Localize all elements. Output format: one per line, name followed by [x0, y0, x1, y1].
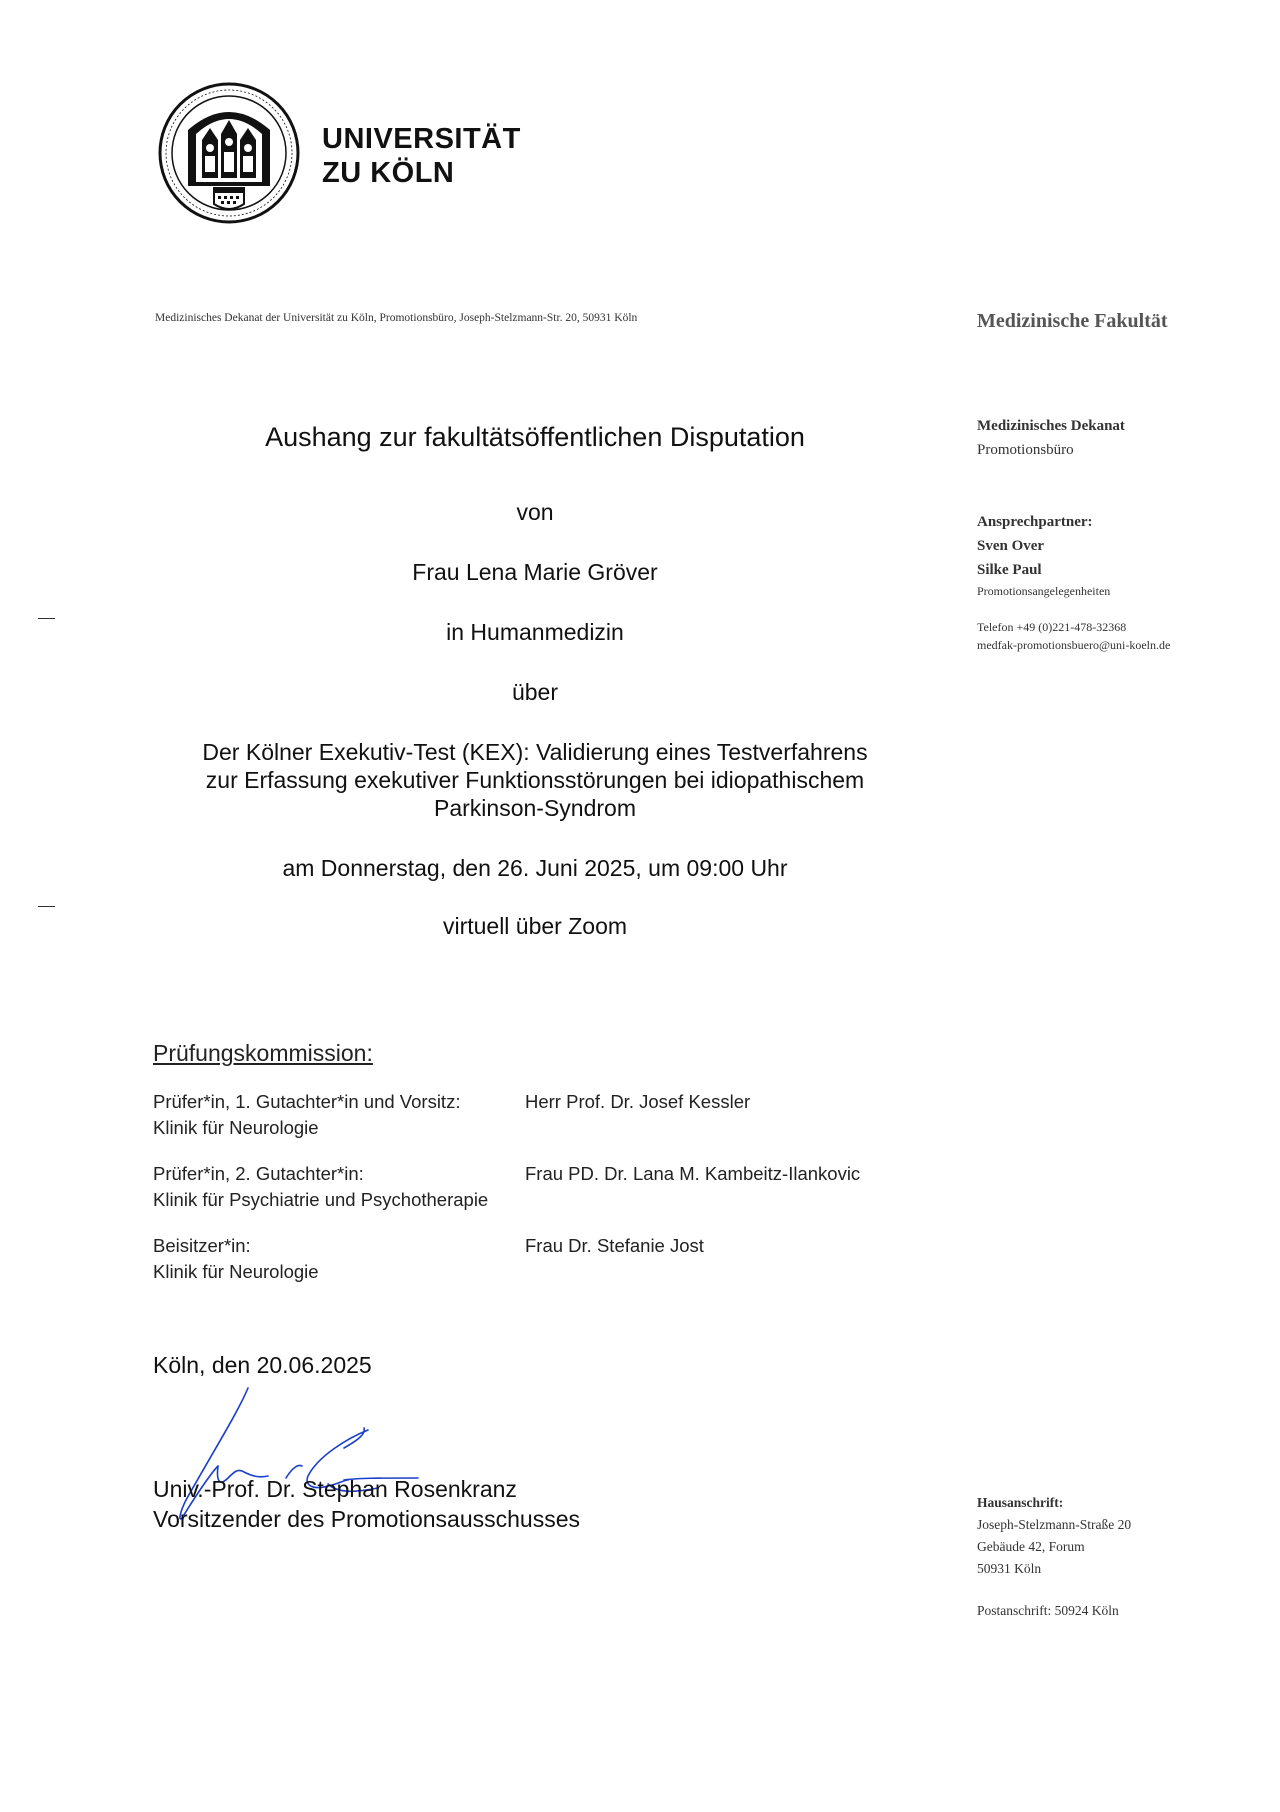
member-role: Prüfer*in, 2. Gutachter*in:	[153, 1163, 364, 1184]
contact-person-2: Silke Paul	[977, 562, 1042, 578]
thesis-title-line2: zur Erfassung exekutiver Funktionsstörungen bei idiopathischem	[205, 767, 865, 793]
fold-mark-bottom	[38, 906, 55, 907]
member-role: Beisitzer*in:	[153, 1235, 251, 1256]
address-city: 50931 Köln	[977, 1561, 1042, 1576]
candidate-field: in Humanmedizin	[446, 619, 624, 645]
fold-mark-top	[38, 618, 55, 619]
address-street: Joseph-Stelzmann-Straße 20	[977, 1517, 1132, 1532]
disputation-location: virtuell über Zoom	[442, 913, 628, 939]
university-name-line1: UNIVERSITÄT	[322, 123, 521, 155]
university-seal-logo	[158, 82, 300, 224]
notice-von: von	[516, 499, 554, 525]
signer-name: Univ.-Prof. Dr. Stephan Rosenkranz	[153, 1476, 517, 1502]
committee-heading: Prüfungskommission:	[153, 1040, 373, 1066]
notice-ueber: über	[511, 679, 559, 705]
sidebar-office: Promotionsbüro	[977, 442, 1074, 458]
contact-email[interactable]: medfak-promotionsbuero@uni-koeln.de	[977, 638, 1171, 652]
contact-phone: Telefon +49 (0)221-478-32368	[977, 620, 1127, 634]
member-clinic: Klinik für Neurologie	[153, 1117, 319, 1138]
disputation-datetime: am Donnerstag, den 26. Juni 2025, um 09:00 Uhr	[282, 855, 788, 881]
postal-address: Postanschrift: 50924 Köln	[977, 1603, 1119, 1618]
sender-address-line: Medizinisches Dekanat der Universität zu Köln, Promotionsbüro, Joseph-Stelzmann-Str. 20, 50931 Köln	[155, 312, 638, 324]
thesis-title-line3: Parkinson-Syndrom	[434, 795, 636, 821]
signer-title: Vorsitzender des Promotionsausschusses	[153, 1506, 580, 1532]
examination-committee	[153, 1040, 953, 1305]
notice-title: Aushang zur fakultätsöffentlichen Disputation	[265, 422, 805, 452]
sidebar-department: Medizinisches Dekanat	[977, 418, 1125, 434]
signer-block	[153, 1474, 580, 1534]
contact-label: Ansprechpartner:	[977, 514, 1093, 530]
university-name-line2: ZU KÖLN	[322, 157, 455, 189]
member-clinic: Klinik für Neurologie	[153, 1261, 319, 1282]
contact-topic: Promotionsangelegenheiten	[977, 584, 1111, 598]
contact-sidebar	[977, 414, 1267, 654]
committee-member	[153, 1233, 953, 1285]
contact-person-1: Sven Over	[977, 538, 1045, 554]
member-role: Prüfer*in, 1. Gutachter*in und Vorsitz:	[153, 1091, 461, 1112]
address-label: Hausanschrift:	[977, 1495, 1064, 1510]
member-name: Herr Prof. Dr. Josef Kessler	[525, 1091, 751, 1112]
member-name: Frau Dr. Stefanie Jost	[525, 1235, 704, 1256]
postal-address-block	[977, 1492, 1237, 1622]
address-building: Gebäude 42, Forum	[977, 1539, 1085, 1554]
university-name	[322, 122, 521, 190]
faculty-name: Medizinische Fakultät	[977, 310, 1168, 332]
place-and-date: Köln, den 20.06.2025	[153, 1352, 372, 1378]
committee-member	[153, 1089, 953, 1141]
committee-member	[153, 1161, 953, 1213]
member-clinic: Klinik für Psychiatrie und Psychotherapie	[153, 1189, 489, 1210]
candidate-name: Frau Lena Marie Gröver	[412, 559, 658, 585]
thesis-title-line1: Der Kölner Exekutiv-Test (KEX): Validierung eines Testverfahrens	[202, 739, 868, 765]
member-name: Frau PD. Dr. Lana M. Kambeitz-Ilankovic	[525, 1163, 861, 1184]
disputation-notice	[140, 420, 930, 940]
